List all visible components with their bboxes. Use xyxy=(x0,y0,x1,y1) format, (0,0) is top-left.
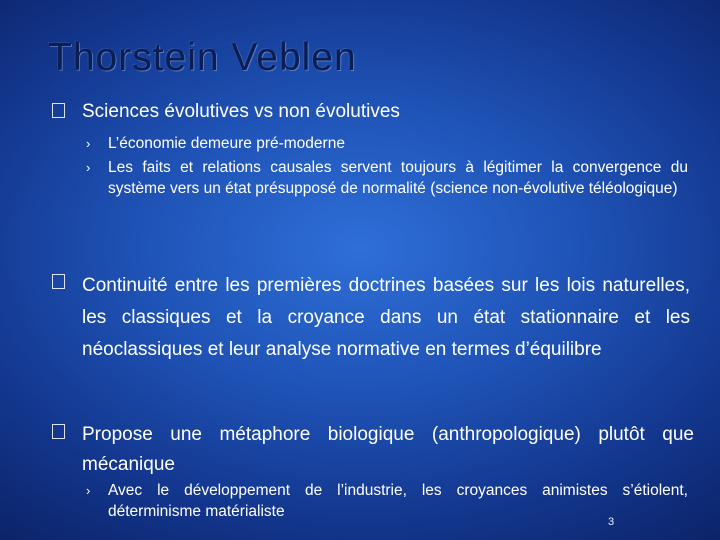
checkbox-bullet-icon xyxy=(52,103,65,118)
bullet-text: Propose une métaphore biologique (anthropologique) plutôt que mécanique xyxy=(82,424,694,475)
bullet-item xyxy=(52,420,692,476)
chevron-right-icon: › xyxy=(86,160,91,175)
sub-bullet-text: Avec le développement de l’industrie, les croyances animistes s’étiolent, déterminisme matérialiste xyxy=(108,482,688,520)
page-number: 3 xyxy=(608,516,615,528)
chevron-right-icon: › xyxy=(86,136,91,151)
slide-title: Thorstein Veblen xyxy=(48,36,357,79)
sub-bullet-text: Les faits et relations causales servent toujours à légitimer la convergence du système vers un état présupposé de normalité (science non-évolutive téléologique) xyxy=(108,159,688,197)
bullet-item xyxy=(52,99,692,127)
sub-bullet-item xyxy=(86,157,690,223)
checkbox-bullet-icon xyxy=(52,424,65,439)
checkbox-bullet-icon xyxy=(52,274,65,289)
sub-bullet-item xyxy=(86,133,690,155)
bullet-text: Continuité entre les premières doctrines basées sur les lois naturelles, les classiques et la croyance dans un état stationnaire et les néoclassiques et leur analyse normative en termes d’équilibre xyxy=(82,275,690,360)
chevron-right-icon: › xyxy=(86,483,91,498)
bullet-item xyxy=(52,270,692,380)
sub-bullet-item xyxy=(86,480,690,524)
bullet-text: Sciences évolutives vs non évolutives xyxy=(82,101,400,122)
sub-bullet-text: L’économie demeure pré-moderne xyxy=(108,135,345,152)
